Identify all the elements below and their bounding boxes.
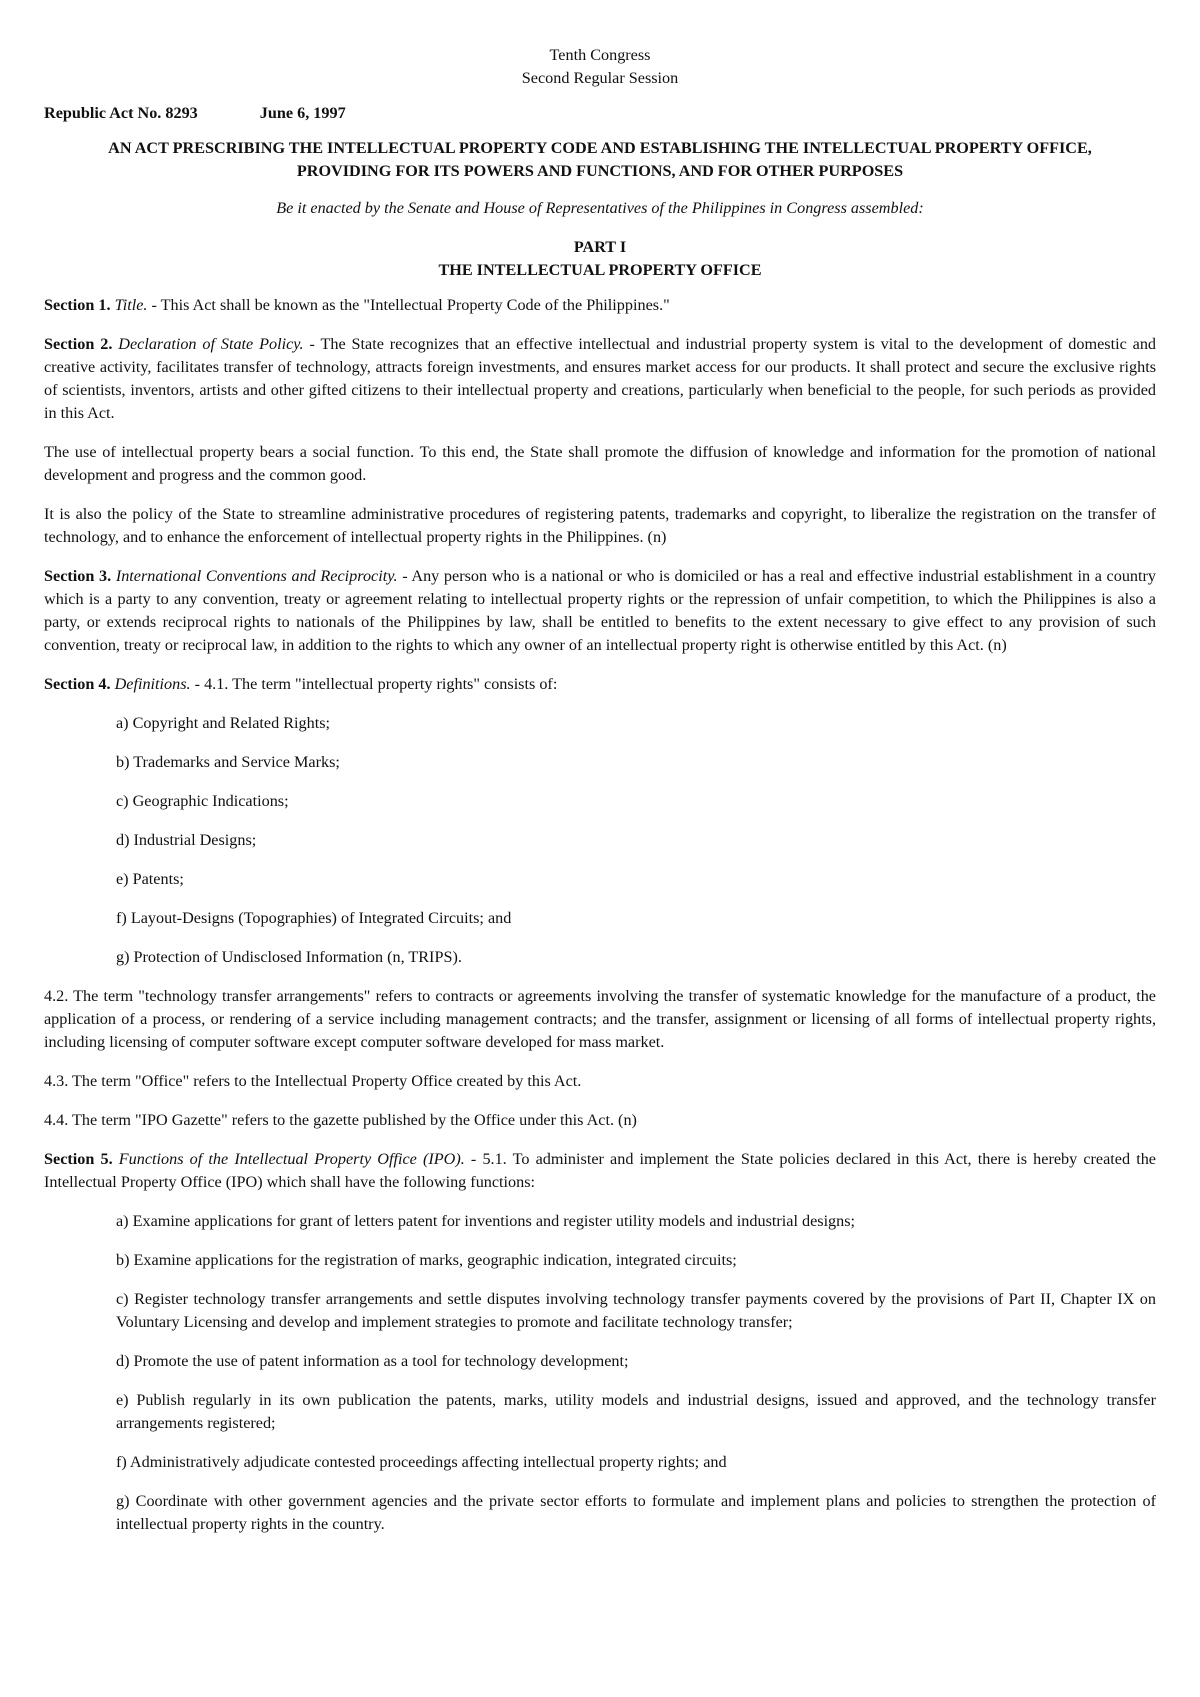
section-5 [44, 1148, 1156, 1194]
section-4-list [44, 712, 1156, 969]
document-header [44, 44, 1156, 90]
section-4-number: Section 4. [44, 675, 111, 693]
list-item: g) Protection of Undisclosed Information (n, TRIPS). [116, 948, 462, 966]
section-5-title: Functions of the Intellectual Property Office (IPO). [118, 1150, 465, 1168]
act-identifier [44, 102, 1156, 125]
section-1-title: Title. [114, 296, 148, 314]
section-2-paragraph-3: It is also the policy of the State to streamline administrative procedures of registering patents, trademarks and copyright, to liberalize the registration on the transfer of technology, and to enhance the enforcement of intellectual property rights in the Philippines. (n) [44, 505, 1156, 546]
section-2-title: Declaration of State Policy. [118, 335, 304, 353]
section-3-title: International Conventions and Reciprocity. [115, 567, 398, 585]
part-heading [44, 236, 1156, 282]
section-1-text: - This Act shall be known as the "Intellectual Property Code of the Philippines." [147, 296, 670, 314]
list-item: c) Geographic Indications; [116, 792, 289, 810]
section-4-2: 4.2. The term "technology transfer arrangements" refers to contracts or agreements involving the transfer of systematic knowledge for the manufacture of a product, the application of a process, or rendering of a service including management contracts; and the transfer, assignment or licensing of all forms of intellectual property rights, including licensing of computer software except computer software developed for mass market. [44, 987, 1156, 1051]
session-line: Second Regular Session [521, 69, 679, 87]
section-3 [44, 565, 1156, 657]
section-2-number: Section 2. [44, 335, 113, 353]
section-1-number: Section 1. [44, 296, 111, 314]
list-item: b) Examine applications for the registration of marks, geographic indication, integrated circuits; [116, 1251, 737, 1269]
section-2-text: - The State recognizes that an effective intellectual and industrial property system is vital to the development of domestic and creative activity, facilitates transfer of technology, attracts foreign investments, and ensures market access for our products. It shall protect and secure the exclusive rights of scientists, inventors, artists and other gifted citizens to their intellectual property and creations, particularly when beneficial to the people, for such periods as provided in this Act. [44, 335, 1157, 422]
part-number: PART I [573, 238, 627, 256]
section-1 [44, 294, 1156, 317]
list-item: f) Administratively adjudicate contested proceedings affecting intellectual property rights; and [116, 1453, 727, 1471]
section-4-text: - 4.1. The term "intellectual property rights" consists of: [190, 675, 558, 693]
list-item: g) Coordinate with other government agencies and the private sector efforts to formulate and implement plans and policies to strengthen the protection of intellectual property rights in the country. [116, 1492, 1156, 1533]
list-item: e) Publish regularly in its own publication the patents, marks, utility models and industrial designs, issued and approved, and the technology transfer arrangements registered; [116, 1391, 1156, 1432]
act-date: June 6, 1997 [259, 104, 346, 122]
list-item: e) Patents; [116, 870, 184, 888]
list-item: d) Promote the use of patent information as a tool for technology development; [116, 1352, 629, 1370]
act-number: Republic Act No. 8293 [44, 104, 198, 122]
section-4 [44, 673, 1156, 696]
part-title: THE INTELLECTUAL PROPERTY OFFICE [438, 261, 762, 279]
congress-line: Tenth Congress [549, 46, 651, 64]
enacting-clause: Be it enacted by the Senate and House of Representatives of the Philippines in Congress assembled: [276, 199, 924, 217]
list-item: d) Industrial Designs; [116, 831, 257, 849]
section-3-number: Section 3. [44, 567, 112, 585]
list-item: f) Layout-Designs (Topographies) of Integrated Circuits; and [116, 909, 512, 927]
section-3-text: - Any person who is a national or who is domiciled or has a real and effective industrial establishment in a country which is a party to any convention, treaty or agreement relating to intellectual property rights or the repression of unfair competition, to which the Philippines is also a party, or extends reciprocal rights to nationals of the Philippines by law, shall be entitled to benefits to the extent necessary to give effect to any provision of such convention, treaty or reciprocal law, in addition to the rights to which any owner of an intellectual property right is otherwise entitled by this Act. (n) [44, 567, 1156, 654]
act-title: AN ACT PRESCRIBING THE INTELLECTUAL PROPERTY CODE AND ESTABLISHING THE INTELLECTUAL PROPERTY OFFICE, PROVIDING FOR ITS POWERS AND FUNCTIONS, AND FOR OTHER PURPOSES [108, 139, 1092, 180]
section-5-number: Section 5. [44, 1150, 113, 1168]
list-item: a) Copyright and Related Rights; [116, 714, 331, 732]
section-2-paragraph-2: The use of intellectual property bears a social function. To this end, the State shall promote the diffusion of knowledge and information for the promotion of national development and progress and the common good. [44, 443, 1156, 484]
list-item: a) Examine applications for grant of letters patent for inventions and register utility models and industrial designs; [116, 1212, 856, 1230]
list-item: b) Trademarks and Service Marks; [116, 753, 340, 771]
section-5-list [44, 1210, 1156, 1536]
list-item: c) Register technology transfer arrangements and settle disputes involving technology transfer payments covered by the provisions of Part II, Chapter IX on Voluntary Licensing and develop and implement strategies to promote and facilitate technology transfer; [116, 1290, 1156, 1331]
section-5-text: - 5.1. To administer and implement the State policies declared in this Act, there is hereby created the Intellectual Property Office (IPO) which shall have the following functions: [44, 1150, 1156, 1191]
section-4-4: 4.4. The term "IPO Gazette" refers to the gazette published by the Office under this Act. (n) [44, 1111, 637, 1129]
section-4-title: Definitions. [114, 675, 191, 693]
section-4-3: 4.3. The term "Office" refers to the Intellectual Property Office created by this Act. [44, 1072, 582, 1090]
section-2 [44, 333, 1156, 425]
